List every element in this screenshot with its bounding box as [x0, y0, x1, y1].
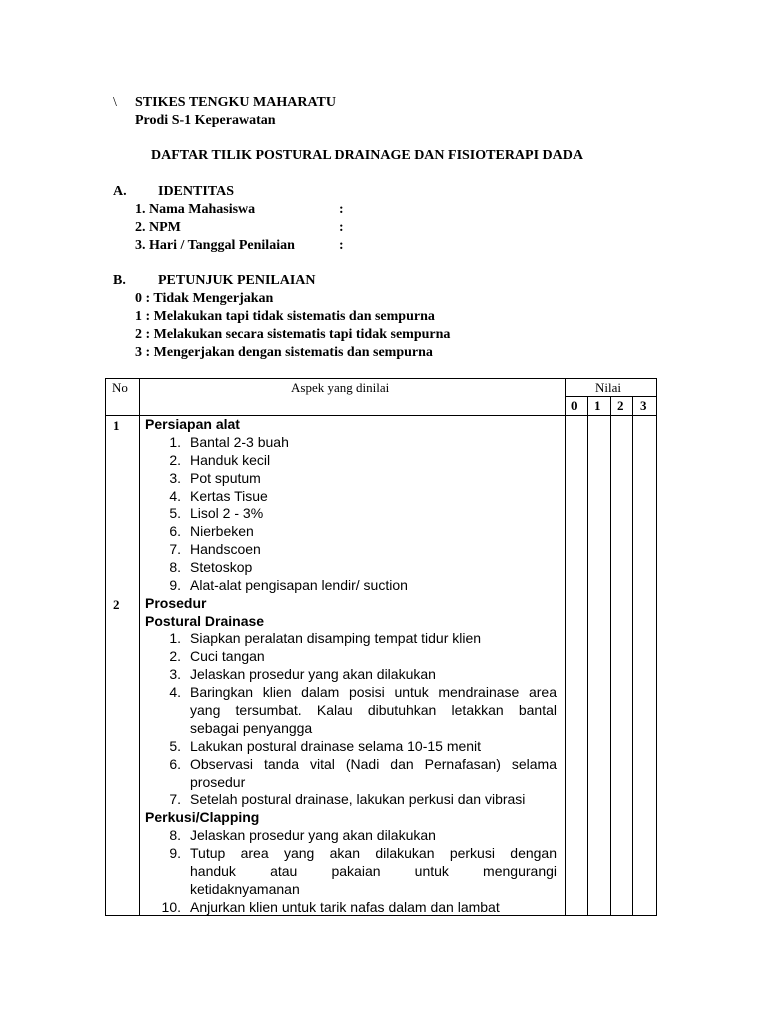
score-legend-1: 1 : Melakukan tapi tidak sistematis dan sempurna	[135, 309, 435, 324]
table-nilai-divider	[565, 396, 657, 397]
section-b-letter: B.	[113, 273, 126, 288]
field-sep-nama: :	[339, 202, 344, 217]
row-number-2: 2	[113, 597, 120, 612]
score-col-1: 1	[594, 398, 601, 413]
section-b-title: PETUNJUK PENILAIAN	[158, 273, 316, 288]
section-a-letter: A.	[113, 184, 127, 199]
subheading-perkusi-clapping: Perkusi/Clapping	[145, 809, 260, 825]
field-label-npm: 2. NPM	[135, 220, 181, 235]
table-col-score0-divider	[587, 396, 588, 916]
field-sep-npm: :	[339, 220, 344, 235]
header-nilai: Nilai	[595, 380, 621, 395]
table-col-score2-divider	[632, 396, 633, 916]
header-no: No	[112, 380, 128, 395]
header-aspek: Aspek yang dinilai	[291, 380, 390, 395]
row-number-1: 1	[113, 418, 120, 433]
score-col-0: 0	[571, 398, 578, 413]
score-col-3: 3	[640, 398, 647, 413]
field-label-nama: 1. Nama Mahasiswa	[135, 202, 256, 217]
list-item: 4. Baringkan klien dalam posisi untuk mendrainase area yang tersumbat. Kalau dibutuhkan letakkan bantal sebagai penyangga	[169, 684, 557, 736]
score-legend-3: 3 : Mengerjakan dengan sistematis dan sempurna	[135, 345, 433, 360]
field-sep-tanggal: :	[339, 238, 344, 253]
score-legend-2: 2 : Melakukan secara sistematis tapi tidak sempurna	[135, 327, 451, 342]
table-border-right	[656, 378, 657, 916]
table-border-top	[105, 378, 657, 379]
table-col-aspek-divider	[565, 378, 566, 916]
subheading-postural-drainase: Postural Drainase	[145, 613, 265, 629]
section-a-title: IDENTITAS	[158, 184, 234, 199]
table-border-bottom	[105, 915, 657, 916]
table-col-no-divider	[139, 378, 140, 916]
list-item: 6. Observasi tanda vital (Nadi dan Pernafasan) selama prosedur	[169, 756, 557, 790]
document-title: DAFTAR TILIK POSTURAL DRAINAGE DAN FISIOTERAPI DADA	[151, 148, 583, 163]
score-legend-0: 0 : Tidak Mengerjakan	[135, 291, 274, 306]
table-col-score1-divider	[610, 396, 611, 916]
row2-heading: Prosedur	[145, 595, 207, 611]
program-name: Prodi S-1 Keperawatan	[135, 113, 276, 128]
row1-heading: Persiapan alat	[145, 416, 240, 432]
institution-name: STIKES TENGKU MAHARATU	[135, 95, 336, 110]
score-col-2: 2	[617, 398, 624, 413]
field-label-tanggal: 3. Hari / Tanggal Penilaian	[135, 238, 295, 253]
backslash-marker: \	[113, 95, 117, 110]
list-item: 9. Tutup area yang akan dilakukan perkusi dengan handuk atau pakaian untuk mengurangi ketidaknyamanan	[169, 845, 557, 897]
table-border-left	[105, 378, 106, 916]
